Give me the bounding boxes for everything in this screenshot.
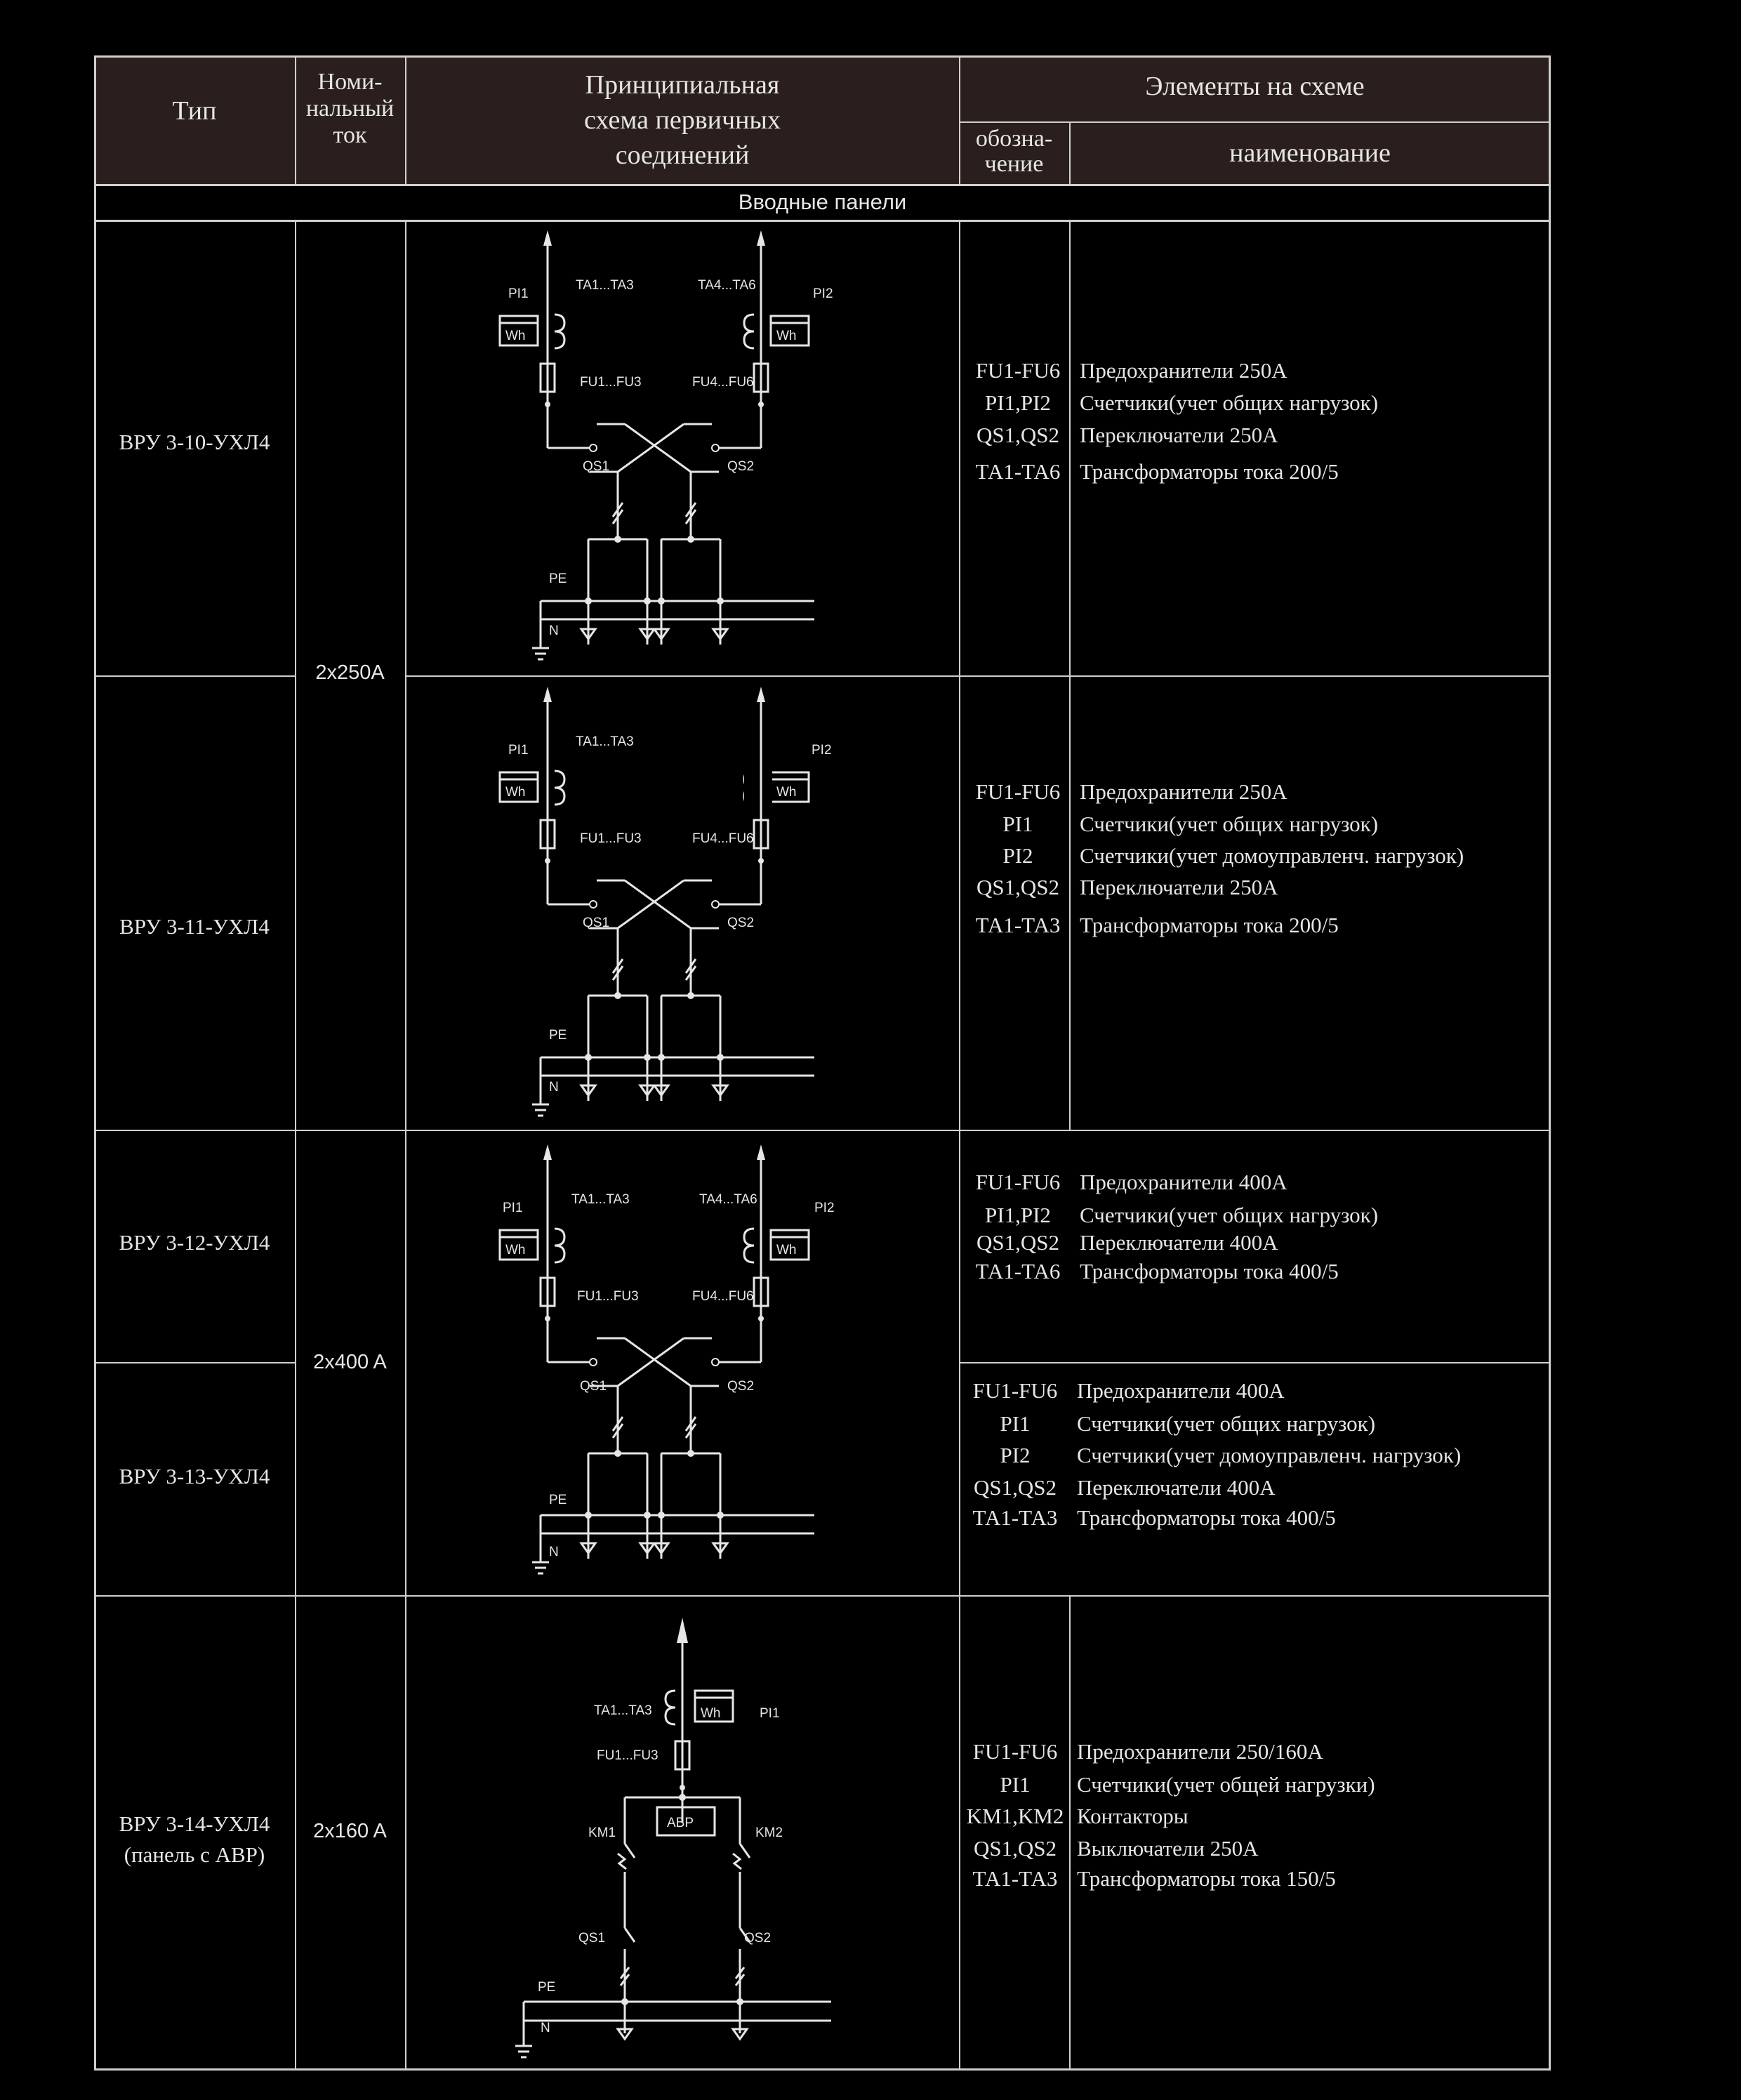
meter-wh: Wh — [505, 1243, 526, 1257]
switch-label: QS1 — [578, 1931, 606, 1946]
bus-label: PE — [549, 572, 567, 586]
legend-designation: KM1,KM2 — [966, 1804, 1064, 1828]
meter-wh: Wh — [776, 1243, 797, 1257]
legend-name: Трансформаторы тока 150/5 — [1077, 1866, 1336, 1891]
legend-name: Предохранители 250А — [1080, 358, 1287, 383]
legend-designation: ТА1-ТА3 — [975, 913, 1061, 937]
rated-current: 2x250A — [315, 661, 385, 684]
header-scheme-line: соединений — [615, 140, 750, 170]
legend-name: Счетчики(учет общей нагрузки) — [1077, 1772, 1375, 1797]
header-name: наименование — [1229, 138, 1391, 168]
legend-name: Переключатели 400А — [1077, 1475, 1276, 1500]
fu-label: FU4...FU6 — [692, 1289, 754, 1304]
legend-designation: ТА1-ТА3 — [972, 1866, 1058, 1891]
switch-label: QS2 — [744, 1931, 772, 1946]
ta-label: TA1...TA3 — [571, 1192, 630, 1207]
header-designation-line: обозна- — [975, 126, 1053, 152]
legend-name: Контакторы — [1077, 1804, 1189, 1828]
meter-label: PI2 — [814, 1201, 835, 1215]
bus-label: N — [549, 1545, 559, 1559]
header-elements: Элементы на схеме — [1145, 72, 1365, 101]
legend-name: Счетчики(учет общих нагрузок) — [1080, 390, 1379, 415]
header-scheme-line: схема первичных — [584, 105, 781, 135]
legend-name: Трансформаторы тока 200/5 — [1080, 459, 1339, 484]
legend-designation: FU1-FU6 — [975, 779, 1061, 804]
bus-label: N — [541, 2021, 550, 2035]
legend-designation: FU1-FU6 — [975, 1170, 1061, 1194]
schematic-diagram-avr — [484, 1612, 835, 2061]
legend-name: Предохранители 250/160А — [1077, 1739, 1323, 1764]
meter-label: PI2 — [813, 286, 833, 301]
legend-name: Переключатели 250А — [1080, 875, 1278, 899]
ta-label: TA1...TA3 — [576, 734, 634, 749]
row-type-note: (панель с АВР) — [124, 1842, 265, 1867]
fu-label: FU1...FU3 — [597, 1748, 658, 1763]
meter-wh: Wh — [505, 785, 526, 800]
header-current-line: Номи- — [317, 69, 383, 95]
ta-label: TA1...TA3 — [594, 1703, 652, 1718]
row-type: ВРУ 3-13-УХЛ4 — [119, 1464, 270, 1488]
legend-designation: FU1-FU6 — [975, 358, 1061, 383]
header-designation — [959, 126, 1069, 177]
legend-name: Предохранители 400А — [1080, 1170, 1287, 1194]
header-current — [295, 69, 405, 149]
legend-designation: QS1,QS2 — [973, 1475, 1057, 1500]
legend-designation: PI1 — [1000, 1411, 1031, 1436]
meter-label: PI1 — [760, 1706, 780, 1721]
meter-label: PI1 — [508, 286, 529, 301]
rated-current: 2x400 A — [313, 1351, 387, 1373]
row-type: ВРУ 3-12-УХЛ4 — [119, 1230, 270, 1255]
fu-label: FU4...FU6 — [692, 375, 754, 390]
legend-name: Счетчики(учет домоуправленч. нагрузок) — [1080, 843, 1464, 868]
schematic-diagram — [484, 1144, 835, 1580]
legend-designation: PI1 — [1000, 1772, 1031, 1797]
avr-label: АВР — [667, 1816, 694, 1830]
switch-label: QS1 — [583, 459, 610, 474]
schematic-diagram — [484, 687, 835, 1122]
contactor-label: KM2 — [755, 1825, 783, 1840]
meter-label: PI2 — [812, 743, 832, 758]
header-current-line: нальный — [305, 95, 395, 121]
section-title: Вводные панели — [738, 190, 907, 214]
legend-designation: PI2 — [1002, 843, 1033, 868]
legend-name: Счетчики(учет домоуправленч. нагрузок) — [1077, 1443, 1462, 1467]
legend-name: Предохранители 400А — [1077, 1378, 1285, 1403]
legend-designation: PI1 — [1002, 812, 1033, 836]
bus-label: N — [549, 623, 559, 638]
switch-label: QS2 — [727, 1379, 755, 1394]
legend-designation: QS1,QS2 — [973, 1836, 1057, 1861]
bus-label: PE — [549, 1493, 567, 1507]
rated-current: 2x160 A — [313, 1820, 387, 1842]
header-scheme-line: Принципиальная — [585, 70, 780, 100]
switch-label: QS1 — [583, 916, 610, 930]
legend-name: Трансформаторы тока 400/5 — [1080, 1259, 1339, 1283]
legend-name: Трансформаторы тока 400/5 — [1077, 1505, 1336, 1530]
meter-wh: Wh — [776, 329, 797, 343]
legend-designation: QS1,QS2 — [976, 875, 1059, 899]
meter-wh: Wh — [505, 329, 526, 343]
legend-name: Переключатели 250А — [1080, 423, 1278, 447]
row-type: ВРУ 3-14-УХЛ4 — [119, 1811, 270, 1836]
legend-designation: FU1-FU6 — [972, 1378, 1058, 1403]
header-designation-line: чение — [984, 151, 1044, 177]
bus-label: PE — [549, 1028, 567, 1043]
legend-name: Счетчики(учет общих нагрузок) — [1080, 1203, 1379, 1227]
legend-designation: QS1,QS2 — [976, 1230, 1059, 1255]
switch-label: QS1 — [580, 1379, 607, 1394]
fu-label: FU1...FU3 — [577, 1289, 639, 1304]
meter-label: PI1 — [503, 1201, 523, 1215]
legend-designation: ТА1-ТА6 — [975, 459, 1061, 484]
legend-name: Счетчики(учет общих нагрузок) — [1077, 1411, 1376, 1436]
meter-label: PI1 — [508, 743, 529, 758]
ta-label: TA4...TA6 — [699, 1192, 757, 1207]
header-current-line: ток — [333, 122, 367, 148]
legend-name: Выключатели 250А — [1077, 1836, 1259, 1861]
header-type: Тип — [172, 96, 217, 126]
bus-label: N — [549, 1080, 559, 1095]
fu-label: FU4...FU6 — [692, 831, 754, 846]
legend-name: Счетчики(учет общих нагрузок) — [1080, 812, 1379, 836]
ta-label: TA1...TA3 — [576, 278, 634, 293]
legend-designation: PI2 — [1000, 1443, 1031, 1467]
legend-name: Трансформаторы тока 200/5 — [1080, 913, 1339, 937]
switch-label: QS2 — [727, 916, 755, 930]
switch-label: QS2 — [727, 459, 755, 474]
meter-wh: Wh — [776, 785, 797, 800]
bus-label: PE — [538, 1980, 556, 1995]
legend-designation: ТА1-ТА6 — [975, 1259, 1061, 1283]
legend-designation: PI1,PI2 — [985, 390, 1051, 415]
row-type: ВРУ 3-10-УХЛ4 — [119, 430, 270, 454]
ta-label: TA4...TA6 — [698, 278, 756, 293]
legend-designation: PI1,PI2 — [985, 1203, 1051, 1227]
fu-label: FU1...FU3 — [580, 831, 642, 846]
contactor-label: KM1 — [588, 1825, 616, 1840]
legend-name: Предохранители 250А — [1080, 779, 1287, 804]
legend-designation: FU1-FU6 — [972, 1739, 1058, 1764]
header-scheme — [406, 67, 959, 173]
fu-label: FU1...FU3 — [580, 375, 642, 390]
legend-designation: QS1,QS2 — [976, 423, 1059, 447]
legend-name: Переключатели 400А — [1080, 1230, 1278, 1255]
meter-wh: Wh — [701, 1706, 721, 1721]
legend-designation: ТА1-ТА3 — [972, 1505, 1058, 1530]
schematic-diagram — [484, 230, 835, 666]
row-type: ВРУ 3-11-УХЛ4 — [119, 914, 270, 939]
